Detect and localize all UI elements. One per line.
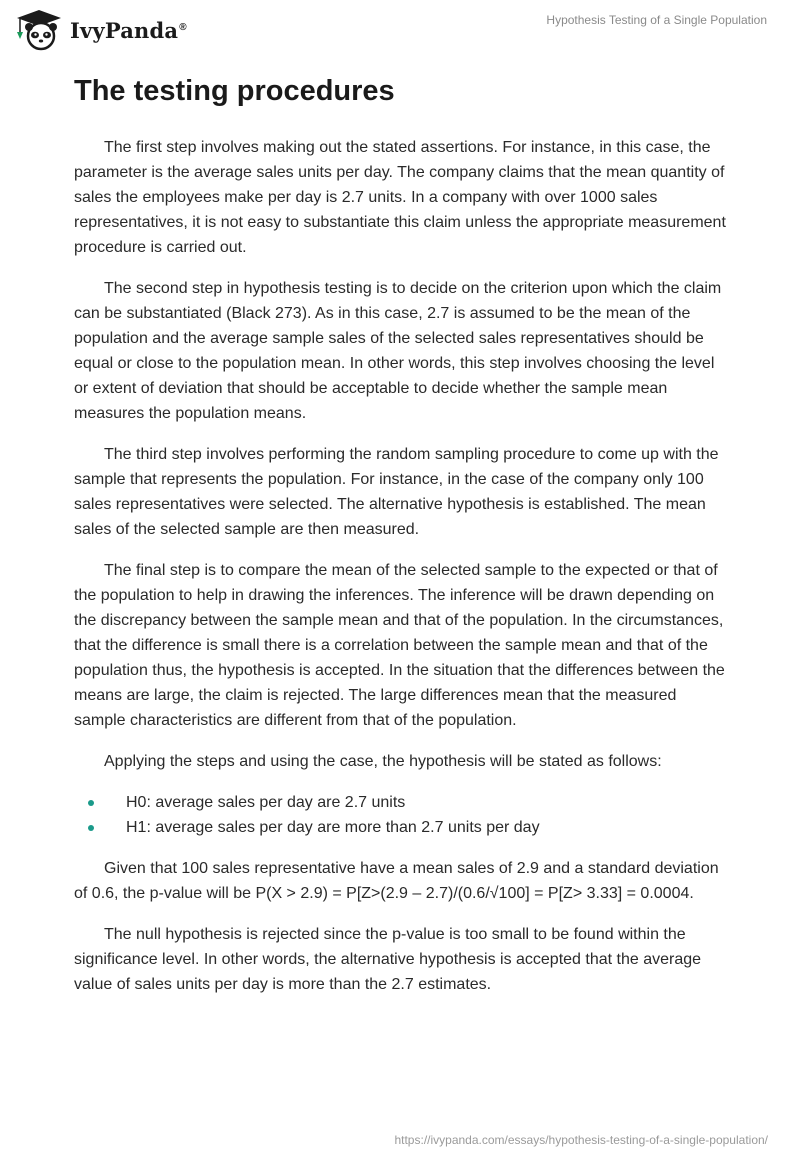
panda-graduate-icon <box>14 8 64 52</box>
paragraph: Given that 100 sales representative have a mean sales of 2.9 and a standard deviation of 0.6, the p-value will be P(X > 2.9) = P[Z>(2.9 – 2.7)/(0.6/√100] = P[Z> 3.33] = 0.0004. <box>74 860 719 902</box>
brand-label: IvyPanda <box>70 17 179 43</box>
paragraph: The second step in hypothesis testing is to decide on the criterion upon which the claim can be substantiated (Black 273). As in this case, 2.7 is assumed to be the mean of the population and the average sample sales of the selected sales representatives should be equal or close to the population mean. In other words, this step involves choosing the level or extent of deviation that should be acceptable to decide whether the sample mean measures the population means. <box>74 280 722 422</box>
paragraph: The final step is to compare the mean of the selected sample to the expected or that of the population to help in drawing the inferences. The inference will be drawn depending on the discrepancy between the sample mean and that of the population. In the circumstances, that the difference is small there is a correlation between the sample mean and that of the population thus, the hypothesis is accepted. In the situation that the differences between the means are large, the claim is rejected. The large differences mean that the measured sample characteristics are different from that of the population. <box>74 562 725 729</box>
ivypanda-logo[interactable] <box>14 8 187 52</box>
list-item <box>74 790 728 815</box>
paragraph: The third step involves performing the random sampling procedure to come up with the sample that represents the population. For instance, in the case of the company only 100 sales representatives were selected. The alternative hypothesis is established. The mean sales of the selected sample are then measured. <box>74 446 719 538</box>
registered-mark: ® <box>179 21 187 33</box>
brand-name <box>70 18 187 43</box>
bullet-icon <box>88 825 94 831</box>
document-title: Hypothesis Testing of a Single Population <box>546 13 767 27</box>
section-heading: The testing procedures <box>74 75 395 107</box>
list-item <box>74 815 728 840</box>
list-item-text: H1: average sales per day are more than 2.7 units per day <box>126 819 540 836</box>
page-header <box>0 0 800 64</box>
paragraph: The null hypothesis is rejected since the p-value is too small to be found within the significance level. In other words, the alternative hypothesis is accepted that the average value of sales units per day is more than the 2.7 estimates. <box>74 926 702 993</box>
bullet-icon <box>88 800 94 806</box>
paragraph: The first step involves making out the stated assertions. For instance, in this case, the parameter is the average sales units per day. The company claims that the mean quantity of sales the employees make per day is 2.7 units. In a company with over 1000 sales representatives, it is not easy to substantiate this claim unless the appropriate measurement procedure is carried out. <box>74 139 726 256</box>
list-item-text: H0: average sales per day are 2.7 units <box>126 794 406 811</box>
hypothesis-list <box>74 790 728 840</box>
source-url-link[interactable]: https://ivypanda.com/essays/hypothesis-testing-of-a-single-population/ <box>394 1133 768 1147</box>
article-body <box>74 72 728 1013</box>
paragraph: Applying the steps and using the case, the hypothesis will be stated as follows: <box>104 753 662 770</box>
